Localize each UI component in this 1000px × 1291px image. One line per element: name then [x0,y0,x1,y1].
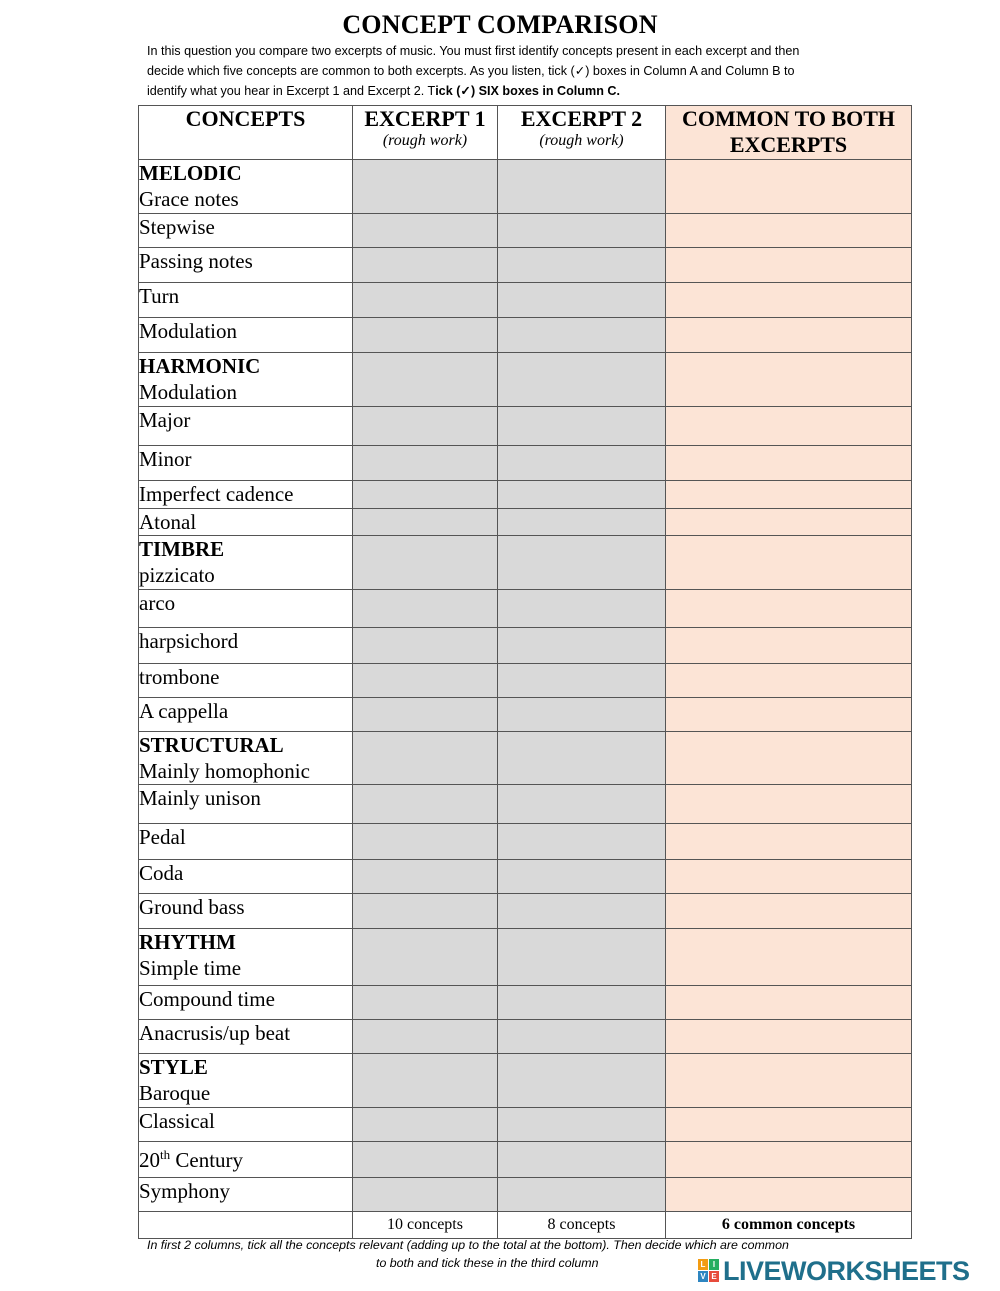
concept-rows [139,160,912,1212]
common-tick-box[interactable] [666,481,912,509]
concept-label: Passing notes [139,249,253,273]
excerpt-2-tick-box[interactable] [498,1108,666,1142]
total-common: 6 common concepts [666,1212,912,1239]
excerpt-1-tick-box[interactable] [353,1178,498,1212]
concept-label: Simple time [139,956,242,980]
concept-row [139,860,912,894]
instructions-line-3-bold: ick (✓) SIX boxes in Column C. [435,84,620,98]
header-common-line-1: COMMON TO BOTH [681,106,896,131]
concept-row [139,283,912,318]
concept-label: Classical [139,1109,215,1133]
totals-row [139,1212,912,1239]
concept-row [139,929,912,986]
excerpt-1-tick-box[interactable] [353,536,498,590]
concept-label: Minor [139,447,192,471]
concept-label: Atonal [139,510,197,534]
concept-row [139,590,912,628]
header-excerpt-1-sub: (rough work) [382,132,468,149]
concept-row [139,509,912,536]
common-tick-box[interactable] [666,1178,912,1212]
concept-label: trombone [139,665,220,689]
concept-category: STRUCTURAL [139,733,284,757]
logo-mark-icon [698,1259,720,1283]
excerpt-2-tick-box[interactable] [498,1054,666,1108]
common-tick-box[interactable] [666,353,912,407]
excerpt-2-tick-box[interactable] [498,1020,666,1054]
concept-label-cell [139,860,353,894]
excerpt-1-tick-box[interactable] [353,860,498,894]
concept-label-cell [139,1054,353,1108]
excerpt-1-tick-box[interactable] [353,509,498,536]
common-tick-box[interactable] [666,1054,912,1108]
concept-label: Modulation [139,319,237,343]
concept-label-cell [139,929,353,986]
common-tick-box[interactable] [666,446,912,481]
common-tick-box[interactable] [666,698,912,732]
concept-label-cell [139,446,353,481]
excerpt-2-tick-box[interactable] [498,1142,666,1178]
concept-label: Major [139,408,191,432]
logo-mark-l: L [698,1259,708,1270]
excerpt-2-tick-box[interactable] [498,536,666,590]
header-common-line-2: EXCERPTS [729,132,848,157]
concept-row [139,318,912,353]
concept-label: Modulation [139,380,237,404]
excerpt-1-tick-box[interactable] [353,824,498,860]
header-excerpt-1 [353,106,498,160]
excerpt-2-tick-box[interactable] [498,894,666,929]
common-tick-box[interactable] [666,590,912,628]
excerpt-1-tick-box[interactable] [353,214,498,248]
excerpt-2-tick-box[interactable] [498,509,666,536]
excerpt-1-tick-box[interactable] [353,248,498,283]
common-tick-box[interactable] [666,214,912,248]
common-tick-box[interactable] [666,860,912,894]
concept-row [139,407,912,446]
excerpt-1-tick-box[interactable] [353,481,498,509]
excerpt-1-tick-box[interactable] [353,785,498,824]
concept-label-rest: Century [170,1148,244,1172]
instructions-line-3 [147,81,877,101]
common-tick-box[interactable] [666,1108,912,1142]
common-tick-box[interactable] [666,407,912,446]
instructions-line-3-text: identify what you hear in Excerpt 1 and Excerpt 2. T [147,84,436,98]
header-common [666,106,912,160]
common-tick-box[interactable] [666,929,912,986]
concept-row [139,214,912,248]
concept-label-cell [139,248,353,283]
excerpt-2-tick-box[interactable] [498,481,666,509]
concept-category: MELODIC [139,161,242,185]
concept-label-cell [139,318,353,353]
concept-row [139,732,912,785]
logo-mark-i: I [709,1259,719,1270]
concept-row [139,160,912,214]
concept-label: arco [139,591,176,615]
concept-category: HARMONIC [139,354,261,378]
excerpt-1-tick-box[interactable] [353,894,498,929]
liveworksheets-logo [698,1256,970,1286]
instructions-line-1: In this question you compare two excerpts of music. You must first identify concepts present in each excerpt and then [147,44,800,58]
concept-label: pizzicato [139,563,215,587]
excerpt-2-tick-box[interactable] [498,1178,666,1212]
excerpt-1-tick-box[interactable] [353,283,498,318]
instructions-line-2: decide which five concepts are common to both excerpts. As you listen, tick (✓) boxes in Column A and Column B to [147,64,795,78]
logo-mark-v: V [698,1271,708,1282]
excerpt-1-tick-box[interactable] [353,732,498,785]
common-tick-box[interactable] [666,509,912,536]
excerpt-2-tick-box[interactable] [498,248,666,283]
concept-label: Pedal [139,825,186,849]
concept-label-cell [139,1142,353,1178]
excerpt-1-tick-box[interactable] [353,628,498,664]
concept-row [139,1142,912,1178]
header-excerpt-2 [498,106,666,160]
excerpt-1-tick-box[interactable] [353,1142,498,1178]
excerpt-1-tick-box[interactable] [353,1020,498,1054]
concept-label-cell [139,160,353,214]
concept-label-cell [139,664,353,698]
concept-label-cell [139,214,353,248]
common-tick-box[interactable] [666,160,912,214]
excerpt-1-tick-box[interactable] [353,664,498,698]
concept-category: TIMBRE [139,537,225,561]
excerpt-1-tick-box[interactable] [353,1108,498,1142]
concept-category: STYLE [139,1055,208,1079]
concept-label-cell [139,283,353,318]
excerpt-1-tick-box[interactable] [353,160,498,214]
concept-label-cell [139,407,353,446]
concept-label-cell [139,536,353,590]
instructions [147,41,877,101]
concept-row [139,824,912,860]
logo-mark-e: E [709,1271,719,1282]
concept-label: Compound time [139,987,275,1011]
concept-label: Imperfect cadence [139,482,294,506]
concept-row [139,785,912,824]
concept-label: Turn [139,284,180,308]
concept-label-cell [139,894,353,929]
excerpt-2-tick-box[interactable] [498,628,666,664]
concept-row [139,481,912,509]
page-title: CONCEPT COMPARISON [342,10,658,39]
excerpt-1-tick-box[interactable] [353,446,498,481]
concept-row [139,1020,912,1054]
excerpt-2-tick-box[interactable] [498,986,666,1020]
concept-label: Coda [139,861,184,885]
concept-row [139,894,912,929]
excerpt-2-tick-box[interactable] [498,860,666,894]
concept-table [138,105,912,1239]
concept-label-cell [139,481,353,509]
common-tick-box[interactable] [666,664,912,698]
concept-label-cell [139,628,353,664]
concept-label-cell [139,590,353,628]
excerpt-1-tick-box[interactable] [353,1054,498,1108]
concept-row [139,536,912,590]
common-tick-box[interactable] [666,785,912,824]
concept-row [139,664,912,698]
concept-row [139,698,912,732]
concept-label-cell [139,509,353,536]
concept-row [139,1178,912,1212]
header-row [139,106,912,160]
total-excerpt-2: 8 concepts [498,1212,666,1239]
concept-label: Mainly homophonic [139,759,310,783]
concept-label-cell [139,1178,353,1212]
concept-row [139,248,912,283]
common-tick-box[interactable] [666,248,912,283]
totals-empty-cell [139,1212,353,1239]
concept-row [139,353,912,407]
header-concepts: CONCEPTS [139,106,353,160]
concept-label: harpsichord [139,629,239,653]
concept-label-cell [139,824,353,860]
concept-row [139,1054,912,1108]
common-tick-box[interactable] [666,283,912,318]
excerpt-2-tick-box[interactable] [498,353,666,407]
common-tick-box[interactable] [666,1020,912,1054]
common-tick-box[interactable] [666,732,912,785]
concept-label: Baroque [139,1081,211,1105]
common-tick-box[interactable] [666,894,912,929]
common-tick-box[interactable] [666,824,912,860]
excerpt-1-tick-box[interactable] [353,590,498,628]
excerpt-2-tick-box[interactable] [498,160,666,214]
excerpt-2-tick-box[interactable] [498,664,666,698]
concept-label-superscript: th [160,1147,171,1162]
total-excerpt-1: 10 concepts [353,1212,498,1239]
common-tick-box[interactable] [666,986,912,1020]
header-excerpt-2-sub: (rough work) [539,132,624,149]
excerpt-2-tick-box[interactable] [498,283,666,318]
footnote-line-2: to both and tick these in the third column [376,1256,599,1270]
common-tick-box[interactable] [666,1142,912,1178]
excerpt-1-tick-box[interactable] [353,407,498,446]
concept-category: RHYTHM [139,930,236,954]
concept-label: Mainly unison [139,786,261,810]
excerpt-2-tick-box[interactable] [498,929,666,986]
excerpt-1-tick-box[interactable] [353,986,498,1020]
concept-label-cell [139,1108,353,1142]
excerpt-2-tick-box[interactable] [498,732,666,785]
concept-label-cell [139,1020,353,1054]
concept-label-cell [139,698,353,732]
excerpt-2-tick-box[interactable] [498,407,666,446]
concept-label-cell [139,353,353,407]
excerpt-1-tick-box[interactable] [353,698,498,732]
concept-label-cell [139,785,353,824]
excerpt-2-tick-box[interactable] [498,785,666,824]
concept-label: Ground bass [139,895,245,919]
excerpt-2-tick-box[interactable] [498,698,666,732]
header-excerpt-1-title: EXCERPT 1 [364,106,486,131]
concept-label: 20 [139,1148,160,1172]
common-tick-box[interactable] [666,318,912,353]
concept-row [139,446,912,481]
excerpt-2-tick-box[interactable] [498,318,666,353]
concept-label-cell [139,986,353,1020]
concept-label: Stepwise [139,215,215,239]
concept-label-cell [139,732,353,785]
excerpt-2-tick-box[interactable] [498,824,666,860]
concept-label: Symphony [139,1179,231,1203]
excerpt-2-tick-box[interactable] [498,214,666,248]
excerpt-1-tick-box[interactable] [353,353,498,407]
excerpt-1-tick-box[interactable] [353,929,498,986]
common-tick-box[interactable] [666,536,912,590]
concept-label: Anacrusis/up beat [139,1021,291,1045]
concept-label: Grace notes [139,187,239,211]
logo-text: LIVEWORKSHEETS [723,1255,970,1286]
excerpt-2-tick-box[interactable] [498,446,666,481]
excerpt-2-tick-box[interactable] [498,590,666,628]
common-tick-box[interactable] [666,628,912,664]
concept-row [139,628,912,664]
concept-label: A cappella [139,699,229,723]
header-excerpt-2-title: EXCERPT 2 [520,106,643,131]
concept-row [139,986,912,1020]
concept-row [139,1108,912,1142]
footnote-line-1: In first 2 columns, tick all the concepts relevant (adding up to the total at the bottom). Then decide which are common [147,1238,789,1252]
excerpt-1-tick-box[interactable] [353,318,498,353]
